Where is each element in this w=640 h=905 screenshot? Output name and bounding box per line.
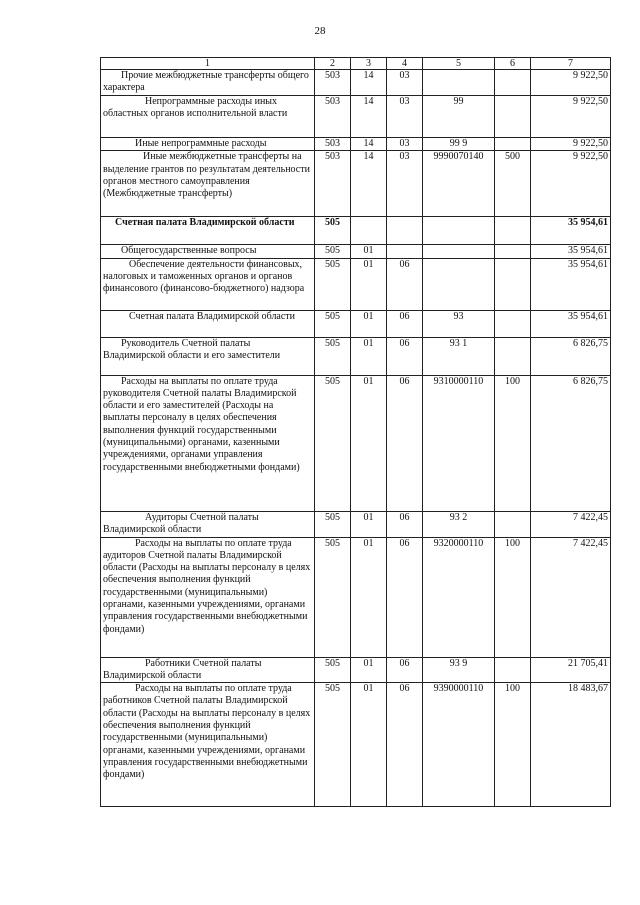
header-col-4: 4 (387, 58, 423, 70)
row-target-code (423, 245, 495, 258)
row-ministry-code: 505 (315, 337, 351, 375)
row-target-code: 93 9 (423, 657, 495, 683)
row-expense-type: 100 (495, 375, 531, 511)
row-expense-type (495, 511, 531, 537)
row-subsection-code (387, 217, 423, 245)
row-subsection-code: 06 (387, 511, 423, 537)
row-ministry-code: 505 (315, 683, 351, 807)
row-name: Счетная палата Владимирской области (101, 310, 315, 337)
row-target-code: 99 9 (423, 138, 495, 151)
row-expense-type (495, 245, 531, 258)
row-section-code: 01 (351, 683, 387, 807)
row-section-code: 01 (351, 537, 387, 657)
table-row (101, 657, 611, 683)
row-expense-type (495, 337, 531, 375)
row-ministry-code: 503 (315, 151, 351, 217)
row-section-code (351, 217, 387, 245)
row-section-code: 14 (351, 70, 387, 96)
row-target-code: 93 1 (423, 337, 495, 375)
page-number: 28 (314, 25, 326, 37)
header-col-3: 3 (351, 58, 387, 70)
row-section-code: 01 (351, 310, 387, 337)
table-row (101, 96, 611, 138)
row-name: Общегосударственные вопросы (101, 245, 315, 258)
header-col-7: 7 (531, 58, 611, 70)
row-target-code: 99 (423, 96, 495, 138)
row-subsection-code: 06 (387, 683, 423, 807)
table-row (101, 151, 611, 217)
row-amount: 9 922,50 (531, 96, 611, 138)
row-expense-type: 100 (495, 683, 531, 807)
row-amount: 9 922,50 (531, 70, 611, 96)
row-subsection-code: 03 (387, 151, 423, 217)
row-subsection-code: 06 (387, 337, 423, 375)
row-amount: 7 422,45 (531, 537, 611, 657)
row-expense-type (495, 217, 531, 245)
row-name: Иные межбюджетные трансферты на выделение грантов по результатам деятельности органов местного самоуправления (Межбюджетные трансферты) (101, 151, 315, 217)
row-name: Прочие межбюджетные трансферты общего характера (101, 70, 315, 96)
row-section-code: 14 (351, 96, 387, 138)
row-amount: 7 422,45 (531, 511, 611, 537)
row-target-code: 9320000110 (423, 537, 495, 657)
row-subsection-code: 06 (387, 258, 423, 310)
table-row (101, 537, 611, 657)
row-target-code: 9390000110 (423, 683, 495, 807)
row-expense-type (495, 70, 531, 96)
header-col-6: 6 (495, 58, 531, 70)
row-name: Расходы на выплаты по оплате труда работников Счетной палаты Владимирской области (Расходы на выплаты персоналу в целях обеспечения выполнения функций государственными (муниципальными) органами, казенными учреждениями, органами управления государственными внебюджетными фондами) (101, 683, 315, 807)
row-amount: 35 954,61 (531, 258, 611, 310)
row-amount: 35 954,61 (531, 217, 611, 245)
row-name: Обеспечение деятельности финансовых, налоговых и таможенных органов и органов финансового (финансово-бюджетного) надзора (101, 258, 315, 310)
row-ministry-code: 505 (315, 217, 351, 245)
row-section-code: 01 (351, 258, 387, 310)
row-amount: 9 922,50 (531, 138, 611, 151)
table-row (101, 375, 611, 511)
row-expense-type (495, 310, 531, 337)
table-row (101, 310, 611, 337)
row-subsection-code: 06 (387, 537, 423, 657)
row-name: Работники Счетной палаты Владимирской области (101, 657, 315, 683)
row-target-code: 9310000110 (423, 375, 495, 511)
row-amount: 6 826,75 (531, 337, 611, 375)
table-row (101, 245, 611, 258)
table-row (101, 138, 611, 151)
row-name: Руководитель Счетной палаты Владимирской области и его заместители (101, 337, 315, 375)
row-subsection-code: 03 (387, 138, 423, 151)
row-expense-type (495, 138, 531, 151)
row-subsection-code: 06 (387, 375, 423, 511)
row-name: Расходы на выплаты по оплате труда аудиторов Счетной палаты Владимирской области (Расходы на выплаты персоналу в целях обеспечения выполнения функций государственными (муниципальными) органами, казенными учреждениями, органами управления государственными внебюджетными фондами) (101, 537, 315, 657)
table-row (101, 217, 611, 245)
row-amount: 35 954,61 (531, 310, 611, 337)
row-section-code: 14 (351, 138, 387, 151)
row-subsection-code (387, 245, 423, 258)
row-name: Счетная палата Владимирской области (101, 217, 315, 245)
row-section-code: 01 (351, 511, 387, 537)
header-col-1: 1 (101, 58, 315, 70)
row-subsection-code: 06 (387, 657, 423, 683)
row-target-code: 93 2 (423, 511, 495, 537)
row-section-code: 14 (351, 151, 387, 217)
table-row (101, 337, 611, 375)
row-subsection-code: 03 (387, 70, 423, 96)
row-target-code (423, 258, 495, 310)
table-row (101, 511, 611, 537)
row-ministry-code: 505 (315, 537, 351, 657)
row-ministry-code: 505 (315, 310, 351, 337)
row-amount: 18 483,67 (531, 683, 611, 807)
row-section-code: 01 (351, 245, 387, 258)
row-section-code: 01 (351, 337, 387, 375)
row-amount: 35 954,61 (531, 245, 611, 258)
row-name: Аудиторы Счетной палаты Владимирской области (101, 511, 315, 537)
row-expense-type: 100 (495, 537, 531, 657)
row-ministry-code: 505 (315, 245, 351, 258)
header-col-5: 5 (423, 58, 495, 70)
row-ministry-code: 505 (315, 258, 351, 310)
row-name: Непрограммные расходы иных областных органов исполнительной власти (101, 96, 315, 138)
table-row (101, 258, 611, 310)
header-col-2: 2 (315, 58, 351, 70)
row-amount: 9 922,50 (531, 151, 611, 217)
table-row (101, 683, 611, 807)
row-subsection-code: 03 (387, 96, 423, 138)
row-amount: 6 826,75 (531, 375, 611, 511)
row-target-code: 93 (423, 310, 495, 337)
row-section-code: 01 (351, 375, 387, 511)
row-section-code: 01 (351, 657, 387, 683)
header-row (101, 58, 611, 70)
row-ministry-code: 503 (315, 70, 351, 96)
row-ministry-code: 505 (315, 511, 351, 537)
row-expense-type (495, 96, 531, 138)
table-row (101, 70, 611, 96)
row-expense-type (495, 657, 531, 683)
row-subsection-code: 06 (387, 310, 423, 337)
row-ministry-code: 505 (315, 375, 351, 511)
row-name: Расходы на выплаты по оплате труда руководителя Счетной палаты Владимирской области и его заместителей (Расходы на выплаты персоналу в целях обеспечения выполнения функций государственными (муниципальными) органами, казенными учреждениями, органами управления государственными внебюджетными фондами) (101, 375, 315, 511)
row-ministry-code: 503 (315, 138, 351, 151)
row-target-code (423, 70, 495, 96)
row-expense-type: 500 (495, 151, 531, 217)
row-name: Иные непрограммные расходы (101, 138, 315, 151)
row-target-code: 9990070140 (423, 151, 495, 217)
row-target-code (423, 217, 495, 245)
budget-table (100, 57, 611, 807)
row-ministry-code: 503 (315, 96, 351, 138)
row-expense-type (495, 258, 531, 310)
row-amount: 21 705,41 (531, 657, 611, 683)
row-ministry-code: 505 (315, 657, 351, 683)
